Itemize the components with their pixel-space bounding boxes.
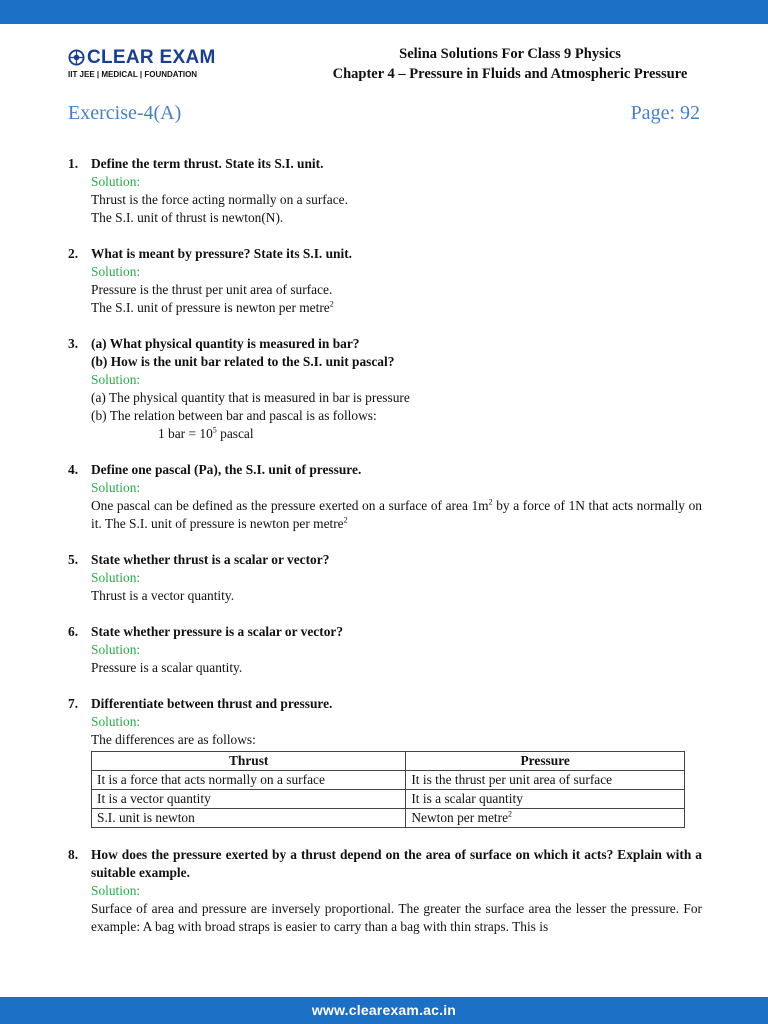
question-text: Define one pascal (Pa), the S.I. unit of pressure.	[91, 462, 362, 477]
question-text: (a) What physical quantity is measured in bar?	[91, 336, 360, 351]
question-text: State whether thrust is a scalar or vector?	[91, 552, 330, 567]
answer-line: The S.I. unit of thrust is newton(N).	[91, 210, 284, 225]
superscript: 5	[212, 425, 217, 435]
answer-text: One pascal can be defined as the pressure exerted on a surface of area 1m	[91, 498, 489, 513]
equation-text: 1 bar = 10	[158, 426, 213, 441]
question-text: Differentiate between thrust and pressure.	[91, 696, 333, 711]
question-number: 6.	[68, 624, 79, 639]
answer-line: The differences are as follows:	[91, 732, 256, 747]
table-row	[92, 771, 685, 790]
superscript: 2	[343, 515, 348, 525]
comparison-table	[91, 751, 685, 828]
question-number: 7.	[68, 696, 79, 711]
question-number: 1.	[68, 156, 79, 171]
solution-label: Solution:	[91, 174, 141, 189]
table-cell: S.I. unit is newton	[92, 809, 406, 828]
question-number: 3.	[68, 336, 79, 351]
answer-paragraph	[91, 497, 702, 533]
answer-line	[91, 299, 702, 317]
cell-text: Newton per metre	[411, 810, 509, 825]
question-number: 2.	[68, 246, 79, 261]
answer-paragraph: Surface of area and pressure are inversely proportional. The greater the surface area the lesser the pressure. For example: A bag with broad straps is easier to carry than a bag with thin straps. This is	[91, 901, 702, 934]
question-text: (b) How is the unit bar related to the S.I. unit pascal?	[91, 354, 395, 369]
table-row	[92, 809, 685, 828]
solution-label: Solution:	[91, 480, 141, 495]
table-row	[92, 790, 685, 809]
logo-subtitle: IIT JEE | MEDICAL | FOUNDATION	[68, 70, 198, 79]
equation-text: pascal	[216, 426, 254, 441]
chapter-title: Chapter 4 – Pressure in Fluids and Atmospheric Pressure	[332, 66, 688, 82]
solution-label: Solution:	[91, 883, 141, 898]
table-header-row	[92, 752, 685, 771]
logo-text: CLEAR EXAM	[87, 47, 216, 68]
question-text: State whether pressure is a scalar or vector?	[91, 624, 344, 639]
question-8	[68, 846, 702, 936]
solution-label: Solution:	[91, 714, 141, 729]
footer-website-link[interactable]: www.clearexam.ac.in	[0, 997, 768, 1024]
page-number: Page: 92	[630, 102, 700, 124]
superscript: 2	[508, 809, 513, 819]
answer-line: Pressure is the thrust per unit area of surface.	[91, 282, 333, 297]
question-number: 5.	[68, 552, 79, 567]
answer-text: by a force of 1N that acts normally on it. The S.I. unit of pressure is newton per metre	[91, 498, 702, 531]
solution-label: Solution:	[91, 264, 141, 279]
questions-list	[68, 155, 702, 954]
table-cell: It is a vector quantity	[92, 790, 406, 809]
table-header-cell: Thrust	[92, 752, 406, 771]
question-5	[68, 551, 702, 605]
question-6	[68, 623, 702, 677]
document-header	[250, 44, 768, 84]
superscript: 2	[329, 299, 334, 309]
solution-label: Solution:	[91, 642, 141, 657]
superscript: 2	[488, 497, 493, 507]
question-2	[68, 245, 702, 317]
answer-line: (a) The physical quantity that is measured in bar is pressure	[91, 390, 410, 405]
question-1	[68, 155, 702, 227]
answer-line: Thrust is a vector quantity.	[91, 588, 235, 603]
table-cell	[406, 809, 685, 828]
table-header-cell: Pressure	[406, 752, 685, 771]
exercise-title: Exercise-4(A)	[68, 102, 182, 124]
answer-line: Pressure is a scalar quantity.	[91, 660, 243, 675]
logo-globe-icon	[68, 49, 85, 66]
question-7	[68, 695, 702, 828]
solution-label: Solution:	[91, 372, 141, 387]
answer-text: The S.I. unit of pressure is newton per metre	[91, 300, 330, 315]
question-text: What is meant by pressure? State its S.I. unit.	[91, 246, 353, 261]
equation-line	[91, 425, 702, 443]
question-number: 4.	[68, 462, 79, 477]
table-cell: It is a scalar quantity	[406, 790, 685, 809]
table-cell: It is a force that acts normally on a surface	[92, 771, 406, 790]
table-cell: It is the thrust per unit area of surface	[406, 771, 685, 790]
answer-line: (b) The relation between bar and pascal is as follows:	[91, 408, 377, 423]
solution-label: Solution:	[91, 570, 141, 585]
book-title: Selina Solutions For Class 9 Physics	[399, 46, 621, 62]
question-number: 8.	[68, 847, 79, 862]
clear-exam-logo	[68, 47, 216, 79]
question-text: Define the term thrust. State its S.I. unit.	[91, 156, 324, 171]
top-banner	[0, 0, 768, 24]
question-3	[68, 335, 702, 443]
question-4	[68, 461, 702, 533]
answer-line: Thrust is the force acting normally on a surface.	[91, 192, 348, 207]
question-text: How does the pressure exerted by a thrust depend on the area of surface on which it acts? Explain with a suitable example.	[91, 847, 702, 880]
